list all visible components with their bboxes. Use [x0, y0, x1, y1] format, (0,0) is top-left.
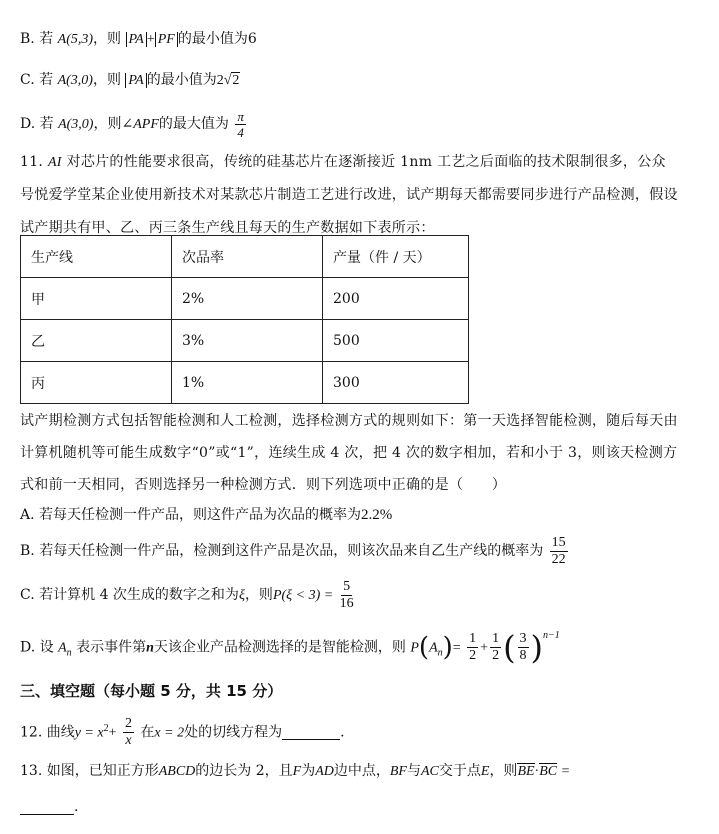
- q11-option-c: C. 若计算机 4 次生成的数字之和为ξ，则P(ξ < 3) = $\frac{5}{16}$: [20, 578, 354, 611]
- table-cell: 300: [323, 362, 469, 404]
- q12: 12. 曲线$y = x^2+$ $\frac{2}{x}$ 在x = 2处的切线方程为 .: [20, 716, 345, 749]
- option-c-prev: C. 若 A(3,0)，则 PA 的最小值为2√2: [20, 72, 240, 88]
- table-cell: 500: [323, 320, 469, 362]
- header-cell: 产量（件 / 天）: [323, 236, 469, 278]
- fraction-pi-over-4: $\frac{\pi}{4}$: [237, 108, 244, 140]
- table-cell: 丙: [21, 362, 172, 404]
- option-d-prev: D. 若 A(3,0)，则∠APF的最大值为 $\frac{\pi}{4}$: [20, 108, 244, 140]
- table-cell: 200: [323, 278, 469, 320]
- q11-option-d: D. 设 $A_n$ 表示事件第n天该企业产品检测选择的是智能检测，则 $P(A_n)=$ $\frac{1}{2}$ + $\frac{1}{2}$ ( $\frac{3}{8}$ )$^{n-1}$: [20, 628, 560, 667]
- header-cell: 次品率: [172, 236, 323, 278]
- q11-option-a: A. 若每天任检测一件产品，则这件产品为次品的概率为2.2%: [20, 507, 393, 523]
- fraction-1-2: $\frac{1}{2}$: [492, 631, 500, 664]
- header-cell: 生产线: [21, 236, 172, 278]
- q13-answer-line: .: [20, 797, 78, 817]
- answer-blank[interactable]: [20, 800, 74, 815]
- table-cell: 3%: [172, 320, 323, 362]
- table-row: [21, 320, 469, 362]
- option-b-prev: B. 若 A(5,3)，则 PA + PF 的最小值为6: [20, 31, 257, 47]
- production-table: [20, 235, 469, 404]
- q11-intro: 11. AI 对芯片的性能要求很高，传统的硅基芯片在逐渐接近 1nm 工艺之后面临的技术限制很多，公众号悦爱学堂某企业使用新技术对某款芯片制造工艺进行改进，试产期每天都需要同步进行产品检测，假设试产期共有甲、乙、丙三条生产线且每天的生产数据如下表所示：: [20, 154, 678, 236]
- fraction-2-over-x: $\frac{2}{x}$: [124, 716, 132, 749]
- answer-blank[interactable]: [282, 725, 340, 740]
- fraction-15-22: $\frac{15}{22}$: [551, 534, 566, 567]
- fraction-5-16: $\frac{5}{16}$: [339, 578, 354, 611]
- section-title: 三、填空题（每小题 5 分，共 15 分）: [20, 682, 283, 700]
- fraction-3-8: $\frac{3}{8}$: [519, 631, 527, 664]
- table-cell: 2%: [172, 278, 323, 320]
- table-header-row: [21, 236, 469, 278]
- table-cell: 乙: [21, 320, 172, 362]
- q13: 13. 如图，已知正方形ABCD的边长为 2，且F为AD边中点，BF与AC交于点E，则BE·BC =: [20, 763, 570, 779]
- table-row: [21, 278, 469, 320]
- q11-option-b: B. 若每天任检测一件产品，检测到这件产品是次品，则该次品来自乙生产线的概率为 $\frac{15}{22}$: [20, 534, 566, 567]
- table-cell: 1%: [172, 362, 323, 404]
- q11-rule: 试产期检测方式包括智能检测和人工检测，选择检测方式的规则如下：第一天选择智能检测，随后每天由计算机随机等可能生成数字“0”或“1”，连续生成 4 次，把 4 次的数字相加，若和小于 3，则该天检测方式和前一天相同，否则选择另一种检测方式．则下列选项中正确的是（ ）: [20, 413, 678, 493]
- fraction-1-2: $\frac{1}{2}$: [469, 631, 477, 664]
- table-cell: 甲: [21, 278, 172, 320]
- table-row: [21, 362, 469, 404]
